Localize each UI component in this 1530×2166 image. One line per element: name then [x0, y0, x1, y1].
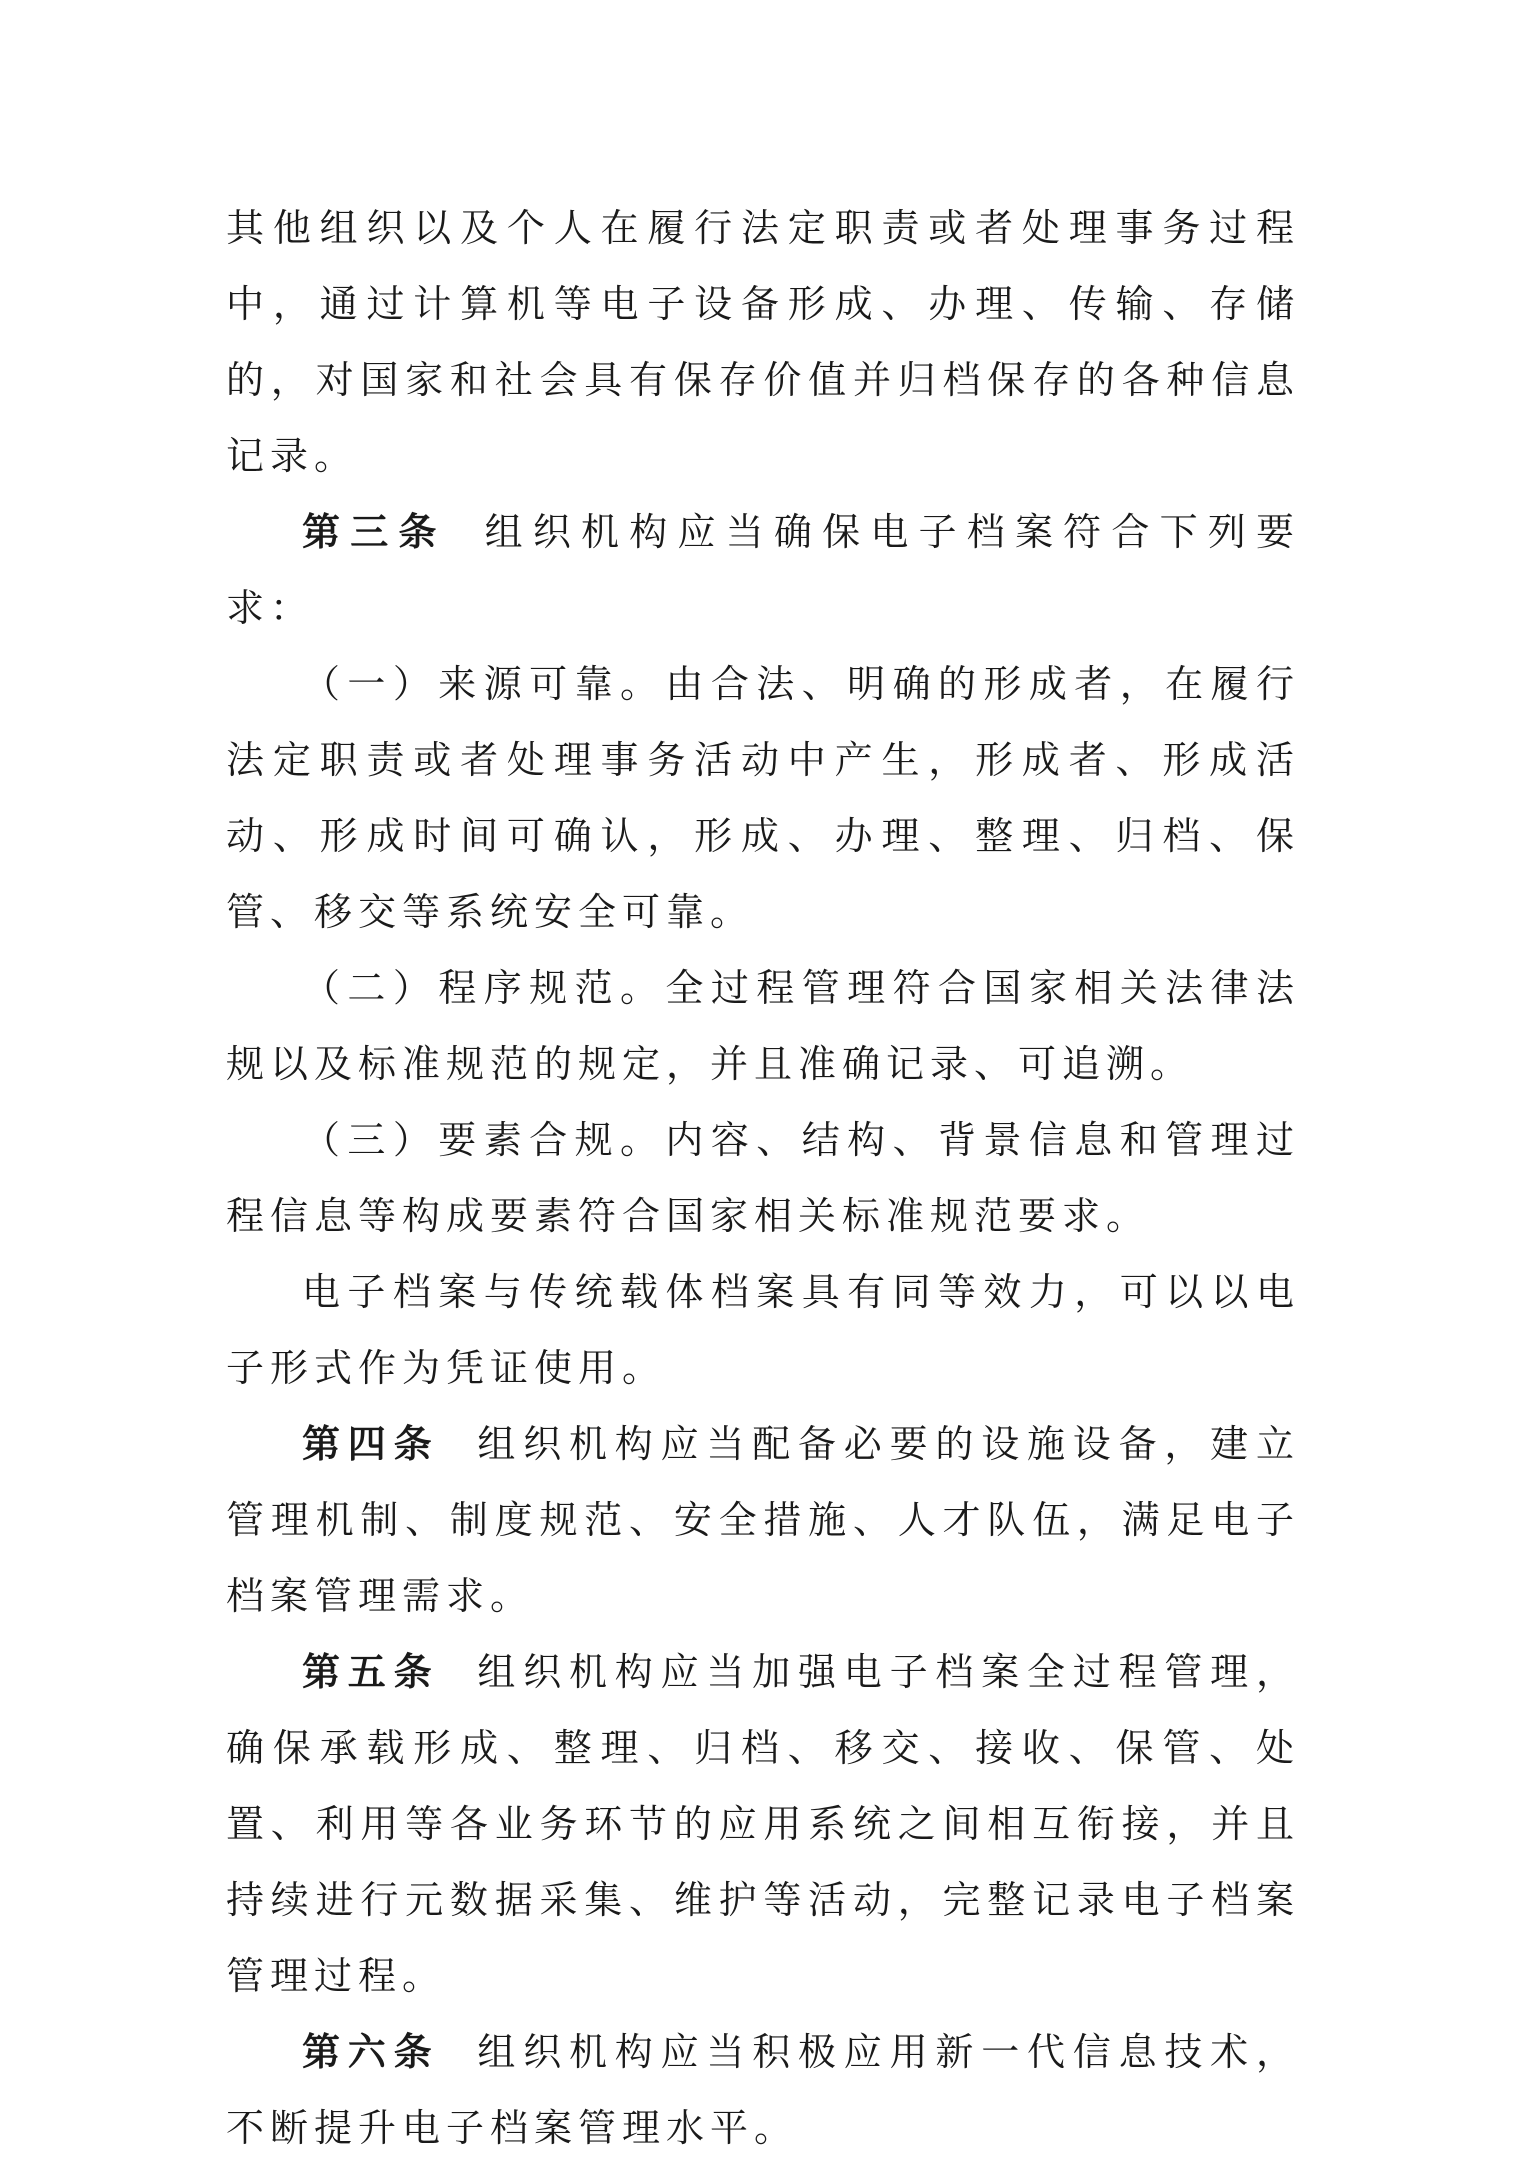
paragraph: [226, 1102, 1300, 1254]
article-paragraph: [226, 494, 1300, 646]
paragraph-text: 组织机构应当积极应用新一代信息技术，不断提升电子档案管理水平。: [226, 2030, 1300, 2150]
paragraph: [226, 646, 1300, 950]
document-body: [226, 190, 1300, 2166]
paragraph-text: 电子档案与传统载体档案具有同等效力，可以以电子形式作为凭证使用。: [226, 1270, 1300, 1390]
article-label: 第五条: [302, 1649, 440, 1694]
article-label: 第三条: [302, 509, 447, 554]
article-paragraph: [226, 1406, 1300, 1634]
paragraph-text: 组织机构应当确保电子档案符合下列要求：: [226, 510, 1300, 630]
paragraph: [226, 950, 1300, 1102]
paragraph-text: （一）来源可靠。由合法、明确的形成者，在履行法定职责或者处理事务活动中产生，形成者、形成活动、形成时间可确认，形成、办理、整理、归档、保管、移交等系统安全可靠。: [226, 662, 1300, 934]
paragraph: [226, 190, 1300, 494]
article-paragraph: [226, 1634, 1300, 2014]
paragraph-text: 组织机构应当加强电子档案全过程管理，确保承载形成、整理、归档、移交、接收、保管、处置、利用等各业务环节的应用系统之间相互衔接，并且持续进行元数据采集、维护等活动，完整记录电子档案管理过程。: [226, 1650, 1300, 1998]
article-label: 第六条: [302, 2029, 440, 2074]
paragraph-text: （二）程序规范。全过程管理符合国家相关法律法规以及标准规范的规定，并且准确记录、可追溯。: [226, 966, 1300, 1086]
paragraph-text: （三）要素合规。内容、结构、背景信息和管理过程信息等构成要素符合国家相关标准规范要求。: [226, 1118, 1300, 1238]
paragraph: [226, 1254, 1300, 1406]
paragraph-text: 其他组织以及个人在履行法定职责或者处理事务过程中，通过计算机等电子设备形成、办理、传输、存储的，对国家和社会具有保存价值并归档保存的各种信息记录。: [226, 206, 1300, 478]
article-paragraph: [226, 2014, 1300, 2166]
paragraph-text: 组织机构应当配备必要的设施设备，建立管理机制、制度规范、安全措施、人才队伍，满足电子档案管理需求。: [226, 1422, 1300, 1618]
article-label: 第四条: [302, 1421, 440, 1466]
